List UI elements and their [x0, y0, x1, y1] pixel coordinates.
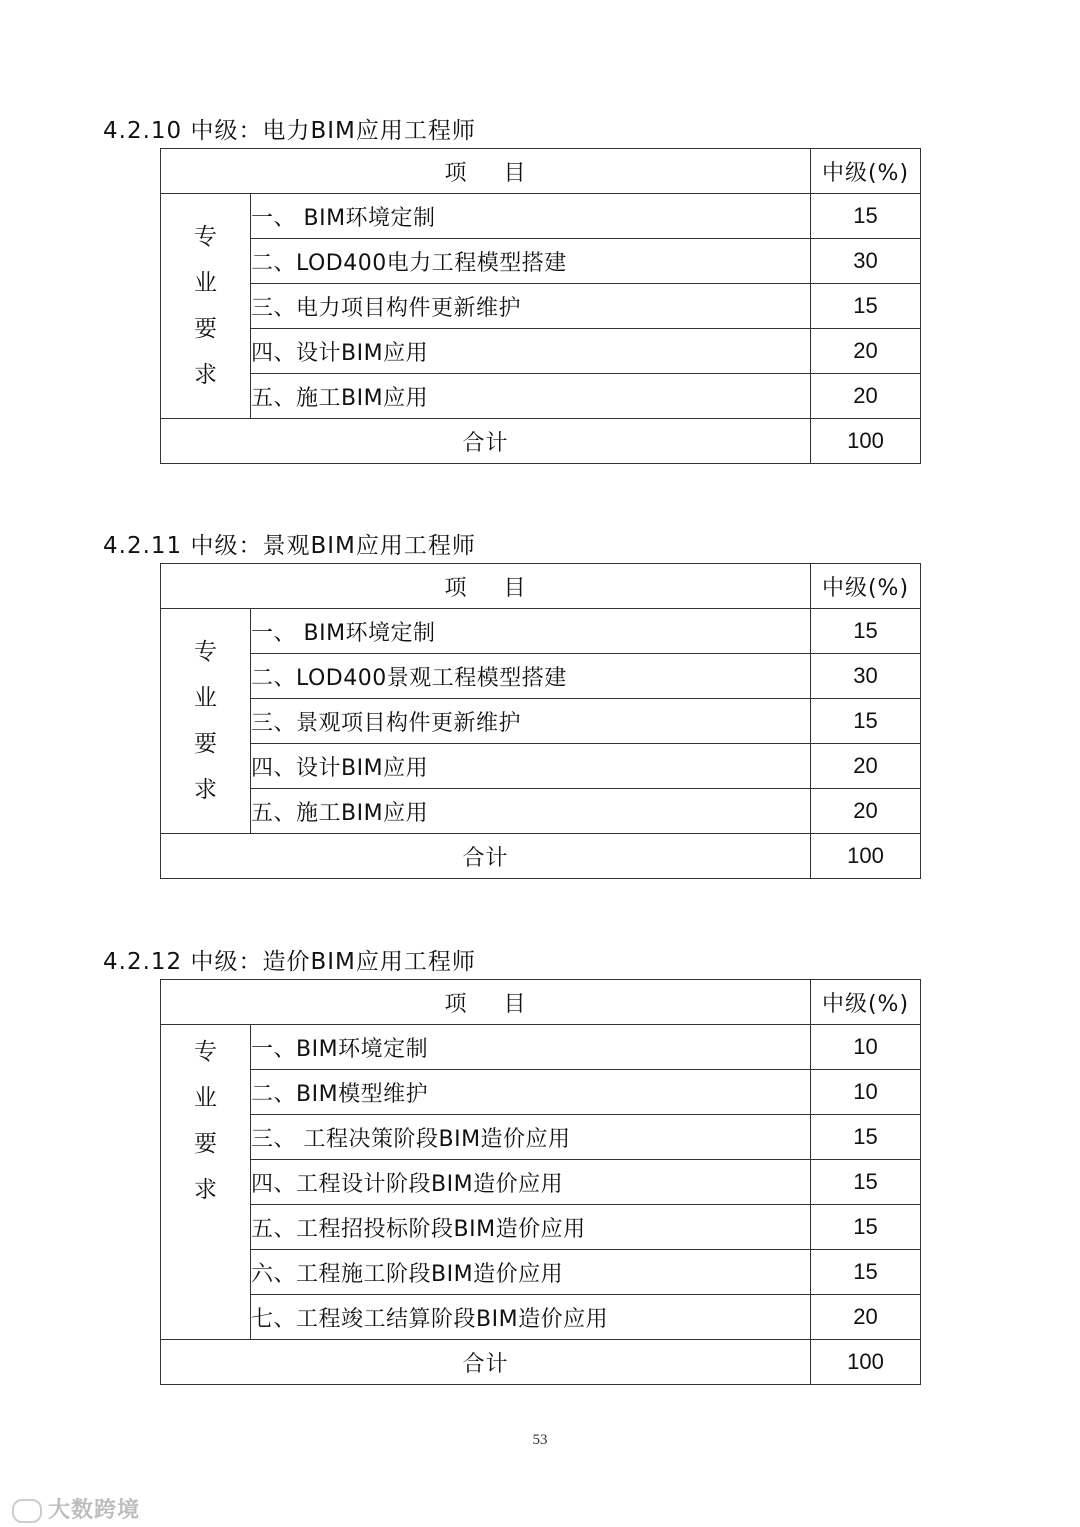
- group-char: 业: [194, 685, 217, 711]
- group-char: 求: [194, 777, 217, 803]
- value-cell: 15: [811, 1205, 921, 1250]
- item-cell: 一、 BIM环境定制: [251, 194, 811, 239]
- item-cell: 五、工程招投标阶段BIM造价应用: [251, 1205, 811, 1250]
- watermark: [12, 1493, 140, 1524]
- table-row: [161, 329, 921, 374]
- item-cell: 三、电力项目构件更新维护: [251, 284, 811, 329]
- table-header-row: [161, 149, 921, 194]
- header-item-cell: [161, 564, 811, 609]
- section-title: 4.2.11 中级：景观BIM应用工程师: [103, 533, 476, 559]
- table-row: [161, 239, 921, 284]
- group-char: 专: [194, 224, 217, 250]
- group-char: 要: [194, 1131, 217, 1157]
- group-char: 专: [194, 639, 217, 665]
- total-label: 合计: [161, 1340, 811, 1385]
- value-cell: 20: [811, 374, 921, 419]
- value-cell: 20: [811, 1295, 921, 1340]
- requirements-table: [160, 148, 921, 464]
- value-cell: 30: [811, 239, 921, 284]
- total-value: 100: [811, 834, 921, 879]
- header-item-label: 项: [444, 575, 468, 601]
- table-row: [161, 609, 921, 654]
- page-number: 53: [532, 1432, 548, 1448]
- requirements-table: [160, 563, 921, 879]
- header-pct-cell: 中级(%): [811, 564, 921, 609]
- header-item-cell: [161, 149, 811, 194]
- item-cell: 四、设计BIM应用: [251, 744, 811, 789]
- table-row: [161, 1115, 921, 1160]
- value-cell: 20: [811, 744, 921, 789]
- item-cell: 四、设计BIM应用: [251, 329, 811, 374]
- item-cell: 二、BIM模型维护: [251, 1070, 811, 1115]
- group-label-cell: [161, 194, 251, 419]
- table-row: [161, 789, 921, 834]
- item-cell: 三、 工程决策阶段BIM造价应用: [251, 1115, 811, 1160]
- header-pct-cell: 中级(%): [811, 980, 921, 1025]
- group-char: 要: [194, 316, 217, 342]
- group-char: 要: [194, 731, 217, 757]
- group-char: 专: [194, 1039, 217, 1065]
- group-char: 业: [194, 270, 217, 296]
- item-cell: 二、LOD400电力工程模型搭建: [251, 239, 811, 284]
- item-cell: 五、施工BIM应用: [251, 789, 811, 834]
- table-row: [161, 654, 921, 699]
- table-row: [161, 1250, 921, 1295]
- table-row: [161, 194, 921, 239]
- item-cell: 一、 BIM环境定制: [251, 609, 811, 654]
- table-row: [161, 1025, 921, 1070]
- total-row: [161, 419, 921, 464]
- value-cell: 15: [811, 284, 921, 329]
- value-cell: 15: [811, 1250, 921, 1295]
- section-title: 4.2.12 中级：造价BIM应用工程师: [103, 949, 476, 975]
- table-header-row: [161, 980, 921, 1025]
- group-label-cell: [161, 609, 251, 834]
- table-row: [161, 1160, 921, 1205]
- table-row: [161, 374, 921, 419]
- value-cell: 15: [811, 609, 921, 654]
- table-row: [161, 1205, 921, 1250]
- group-char: 求: [194, 362, 217, 388]
- value-cell: 15: [811, 1160, 921, 1205]
- value-cell: 30: [811, 654, 921, 699]
- item-cell: 四、工程设计阶段BIM造价应用: [251, 1160, 811, 1205]
- header-item-label: 目: [503, 160, 527, 186]
- watermark-text: 大数跨境: [48, 1498, 141, 1523]
- header-item-cell: [161, 980, 811, 1025]
- group-label-cell: [161, 1025, 251, 1340]
- value-cell: 20: [811, 789, 921, 834]
- item-cell: 三、景观项目构件更新维护: [251, 699, 811, 744]
- header-item-label: 目: [503, 991, 527, 1017]
- value-cell: 15: [811, 699, 921, 744]
- item-cell: 六、工程施工阶段BIM造价应用: [251, 1250, 811, 1295]
- value-cell: 15: [811, 194, 921, 239]
- total-value: 100: [811, 419, 921, 464]
- table-row: [161, 744, 921, 789]
- header-item-label: 目: [503, 575, 527, 601]
- item-cell: 七、工程竣工结算阶段BIM造价应用: [251, 1295, 811, 1340]
- header-item-label: 项: [444, 160, 468, 186]
- section-title: 4.2.10 中级：电力BIM应用工程师: [103, 118, 476, 144]
- item-cell: 五、施工BIM应用: [251, 374, 811, 419]
- total-label: 合计: [161, 419, 811, 464]
- item-cell: 二、LOD400景观工程模型搭建: [251, 654, 811, 699]
- item-cell: 一、BIM环境定制: [251, 1025, 811, 1070]
- requirements-table: [160, 979, 921, 1385]
- table-row: [161, 699, 921, 744]
- table-header-row: [161, 564, 921, 609]
- value-cell: 15: [811, 1115, 921, 1160]
- total-value: 100: [811, 1340, 921, 1385]
- total-label: 合计: [161, 834, 811, 879]
- watermark-logo-icon: [12, 1499, 42, 1523]
- total-row: [161, 1340, 921, 1385]
- header-pct-cell: 中级(%): [811, 149, 921, 194]
- header-item-label: 项: [444, 991, 468, 1017]
- table-row: [161, 1295, 921, 1340]
- value-cell: 10: [811, 1025, 921, 1070]
- total-row: [161, 834, 921, 879]
- value-cell: 10: [811, 1070, 921, 1115]
- table-row: [161, 1070, 921, 1115]
- value-cell: 20: [811, 329, 921, 374]
- table-row: [161, 284, 921, 329]
- group-char: 业: [194, 1085, 217, 1111]
- group-char: 求: [194, 1177, 217, 1203]
